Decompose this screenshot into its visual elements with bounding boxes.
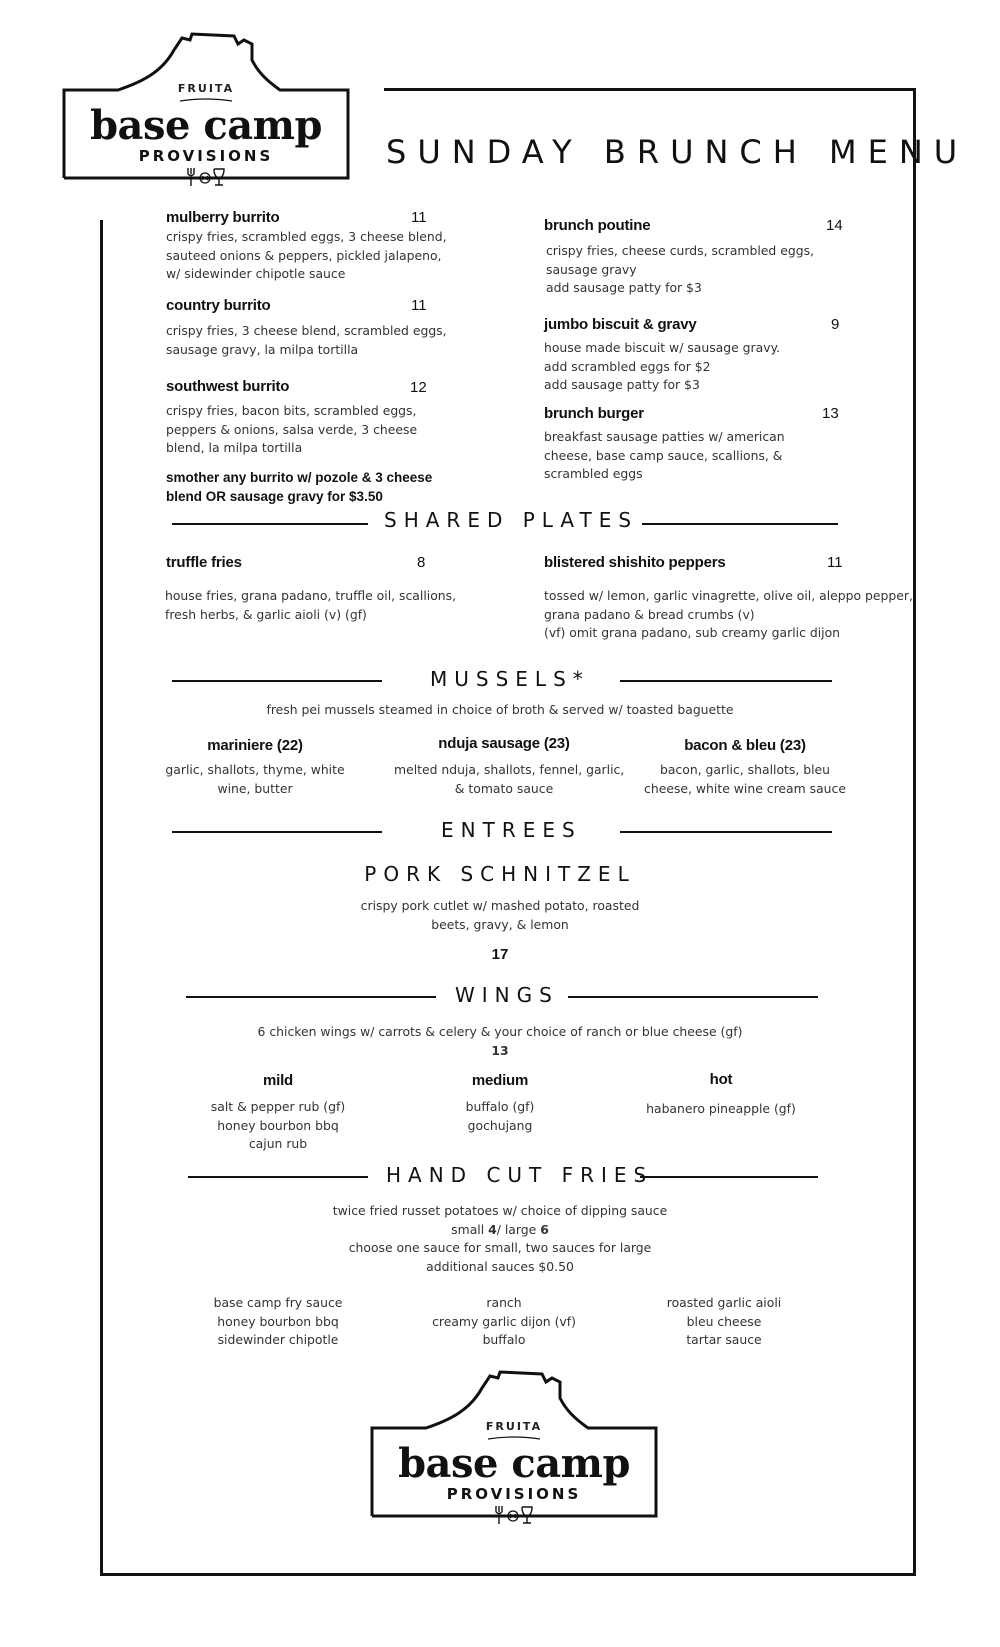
fries-price-small: 4: [488, 1221, 497, 1237]
section-title-hand-cut-fries: HAND CUT FRIES: [386, 1163, 654, 1187]
hops-icon: [200, 173, 210, 183]
item-name-mulberry-burrito: mulberry burrito: [166, 209, 280, 226]
item-price-jumbo-biscuit: 9: [831, 316, 840, 333]
entrees-rule-right: [620, 831, 832, 833]
logo-icons: [492, 1504, 536, 1526]
mussels-desc-nduja: melted nduja, shallots, fennel, garlic, & tomato sauce: [394, 762, 625, 796]
item-price-country-burrito: 11: [411, 297, 427, 314]
frame-bottom-border: [102, 1573, 916, 1576]
frame-right-border: [913, 88, 916, 1576]
item-name-southwest-burrito: southwest burrito: [166, 378, 290, 395]
fries-sauces-col-3: roasted garlic aioli bleu cheese tartar sauce: [666, 1295, 782, 1347]
logo-bottom: [370, 1368, 658, 1528]
logo-top: [62, 30, 350, 190]
wings-rule-left: [186, 996, 436, 998]
frame-top-border: [384, 88, 916, 91]
section-title-mussels: MUSSELS*: [430, 667, 590, 691]
wings-level-hot: hot: [709, 1071, 733, 1088]
mussels-name-bacon-bleu: bacon & bleu (23): [684, 737, 806, 754]
fries-info: twice fried russet potatoes w/ choice of dipping sauce small 4/ large 6 choose one sauce for small, two sauces for large additional sauces $0.50: [250, 1202, 750, 1276]
fries-rule-left: [188, 1176, 368, 1178]
logo-town: FRUITA: [177, 82, 235, 95]
shared-rule-right: [642, 523, 838, 525]
item-desc-brunch-poutine: crispy fries, cheese curds, scrambled eggs, sausage gravy add sausage patty for $3: [546, 243, 814, 295]
wings-price: 13: [491, 1043, 509, 1058]
frame-left-border: [100, 220, 103, 1576]
mussels-desc-bacon-bleu: bacon, garlic, shallots, bleu cheese, white wine cream sauce: [644, 762, 846, 796]
wine-glass-icon: [522, 1507, 532, 1523]
fork-icon: [188, 168, 194, 186]
item-desc-jumbo-biscuit: house made biscuit w/ sausage gravy. add scrambled eggs for $2 add sausage patty for $3: [544, 340, 781, 392]
item-price-truffle-fries: 8: [417, 554, 426, 571]
wings-level-mild: mild: [262, 1072, 294, 1089]
wings-options-mild: salt & pepper rub (gf) honey bourbon bbq cajun rub: [210, 1099, 346, 1151]
item-price-brunch-poutine: 14: [826, 217, 843, 234]
menu-title: SUNDAY BRUNCH MENU: [386, 133, 969, 171]
section-title-wings: WINGS: [455, 983, 559, 1007]
item-desc-brunch-burger: breakfast sausage patties w/ american cheese, base camp sauce, scallions, & scrambled eggs: [544, 429, 785, 481]
mussels-name-nduja: nduja sausage (23): [438, 735, 570, 752]
section-title-shared-plates: SHARED PLATES: [384, 508, 639, 532]
item-name-shishito-peppers: blistered shishito peppers: [544, 554, 726, 571]
fries-sauces-col-1: base camp fry sauce honey bourbon bbq sidewinder chipotle: [213, 1295, 343, 1347]
item-price-southwest-burrito: 12: [410, 379, 427, 396]
entree-dish-title: PORK SCHNITZEL: [364, 862, 636, 886]
smother-note: smother any burrito w/ pozole & 3 cheese blend OR sausage gravy for $3.50: [166, 470, 433, 504]
fries-sizes: small 4/ large 6: [451, 1221, 549, 1237]
item-name-jumbo-biscuit: jumbo biscuit & gravy: [544, 316, 697, 333]
fries-rule-right: [640, 1176, 818, 1178]
mussels-rule-right: [620, 680, 832, 682]
item-price-brunch-burger: 13: [822, 405, 839, 422]
entrees-rule-left: [172, 831, 382, 833]
mussels-rule-left: [172, 680, 382, 682]
item-price-mulberry-burrito: 11: [411, 209, 427, 226]
mussels-name-mariniere: mariniere (22): [207, 737, 303, 754]
wings-level-medium: medium: [471, 1072, 529, 1089]
wings-intro: 6 chicken wings w/ carrots & celery & your choice of ranch or blue cheese (gf): [257, 1024, 743, 1039]
fries-price-large: 6: [540, 1221, 549, 1237]
logo-sub: PROVISIONS: [446, 1485, 582, 1503]
item-price-shishito-peppers: 11: [827, 554, 843, 571]
mussels-intro: fresh pei mussels steamed in choice of broth & served w/ toasted baguette: [266, 702, 734, 717]
item-desc-mulberry-burrito: crispy fries, scrambled eggs, 3 cheese blend, sauteed onions & peppers, pickled jalapeno, w/ sidewinder chipotle sauce: [166, 229, 447, 281]
item-name-truffle-fries: truffle fries: [166, 554, 242, 571]
logo-name: base camp: [398, 1440, 630, 1487]
item-name-country-burrito: country burrito: [166, 297, 271, 314]
mussels-desc-mariniere: garlic, shallots, thyme, white wine, butter: [165, 762, 345, 796]
item-desc-country-burrito: crispy fries, 3 cheese blend, scrambled eggs, sausage gravy, la milpa tortilla: [166, 323, 447, 357]
item-desc-southwest-burrito: crispy fries, bacon bits, scrambled eggs, peppers & onions, salsa verde, 3 cheese blend, la milpa tortilla: [166, 403, 418, 455]
fork-icon: [496, 1506, 502, 1524]
shared-rule-left: [172, 523, 368, 525]
wine-glass-icon: [214, 169, 224, 185]
section-title-entrees: ENTREES: [441, 818, 582, 842]
logo-sub: PROVISIONS: [138, 147, 274, 165]
item-name-brunch-poutine: brunch poutine: [544, 217, 651, 234]
hops-icon: [508, 1511, 518, 1521]
wings-options-hot: habanero pineapple (gf): [646, 1101, 796, 1116]
wings-options-medium: buffalo (gf) gochujang: [465, 1099, 535, 1133]
item-name-brunch-burger: brunch burger: [544, 405, 644, 422]
wings-rule-right: [568, 996, 818, 998]
entree-desc: crispy pork cutlet w/ mashed potato, roasted beets, gravy, & lemon: [360, 898, 640, 932]
fries-sauces-col-2: ranch creamy garlic dijon (vf) buffalo: [432, 1295, 576, 1347]
item-desc-shishito-peppers: tossed w/ lemon, garlic vinagrette, olive oil, aleppo pepper, grana padano & bread crumbs (v) (vf) omit grana padano, sub creamy garlic dijon: [544, 588, 913, 640]
logo-name: base camp: [90, 102, 322, 149]
entree-price: 17: [491, 946, 509, 963]
item-desc-truffle-fries: house fries, grana padano, truffle oil, scallions, fresh herbs, & garlic aioli (v) (gf): [165, 588, 457, 622]
logo-town: FRUITA: [485, 1420, 543, 1433]
logo-icons: [184, 166, 228, 188]
